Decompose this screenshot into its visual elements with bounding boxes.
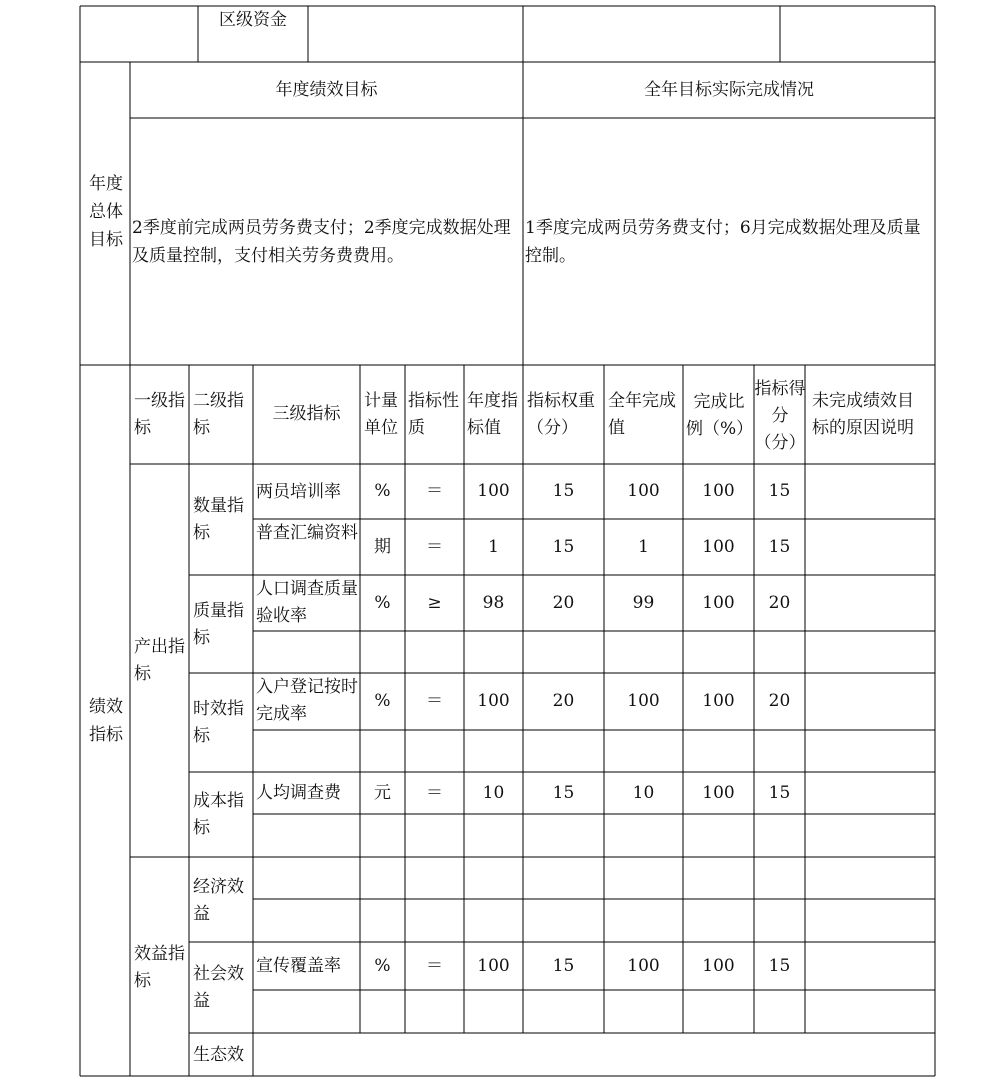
indicator-unit: % bbox=[374, 691, 391, 711]
indicator-target: 100 bbox=[477, 691, 510, 711]
header-level3: 三级指标 bbox=[272, 404, 341, 424]
indicator-score: 20 bbox=[768, 691, 791, 711]
indicator-unit: 元 bbox=[374, 782, 391, 803]
indicator-score: 15 bbox=[768, 536, 791, 557]
indicator-ratio: 100 bbox=[702, 955, 735, 976]
header-score: 指标得分（分） bbox=[754, 378, 806, 453]
indicator-unit: % bbox=[374, 481, 391, 501]
indicator-target: 100 bbox=[477, 955, 510, 976]
indicator-ratio: 100 bbox=[702, 691, 735, 711]
header-level2: 二级指标 bbox=[193, 391, 244, 438]
indicator-ratio: 100 bbox=[702, 536, 735, 557]
indicator-weight: 20 bbox=[552, 691, 575, 711]
indicator-weight: 15 bbox=[552, 481, 575, 501]
indicator-nature: ＝ bbox=[426, 691, 443, 711]
indicator-target: 10 bbox=[482, 782, 505, 803]
level2-social-label: 社会效益 bbox=[193, 964, 244, 1011]
indicator-name: 人均调查费 bbox=[256, 783, 341, 803]
indicator-score: 15 bbox=[768, 481, 791, 501]
level1-output-label: 产出指标 bbox=[134, 637, 185, 684]
indicator-name: 普查汇编资料 bbox=[256, 523, 358, 543]
indicator-weight: 20 bbox=[552, 592, 575, 613]
indicator-score: 20 bbox=[768, 592, 791, 613]
fund-source-label: 区级资金 bbox=[219, 10, 287, 30]
level1-benefit-label: 效益指标 bbox=[134, 944, 185, 991]
indicator-score: 15 bbox=[768, 955, 791, 976]
header-reason: 未完成绩效目标的原因说明 bbox=[812, 391, 914, 438]
header-actual: 全年完成值 bbox=[608, 391, 676, 438]
indicator-target: 1 bbox=[488, 536, 499, 557]
level2-quality-label: 质量指标 bbox=[193, 601, 244, 648]
level2-ecological-label: 生态效 bbox=[193, 1045, 244, 1065]
header-level1: 一级指标 bbox=[134, 391, 185, 438]
indicator-name: 人口调查质量验收率 bbox=[256, 579, 358, 626]
level2-cost-label: 成本指标 bbox=[193, 791, 244, 838]
indicator-nature: ＝ bbox=[426, 955, 443, 976]
indicator-unit: 期 bbox=[374, 536, 391, 557]
indicator-weight: 15 bbox=[552, 782, 575, 803]
indicator-target: 100 bbox=[477, 481, 510, 501]
indicator-nature: ＝ bbox=[426, 782, 443, 803]
indicator-actual: 100 bbox=[627, 691, 660, 711]
annual-goal-text: 2季度前完成两员劳务费支付；2季度完成数据处理及质量控制，支付相关劳务费费用。 bbox=[132, 218, 511, 266]
header-ratio: 完成比例（%） bbox=[686, 392, 754, 439]
indicator-nature: ≥ bbox=[427, 592, 442, 613]
indicator-actual: 100 bbox=[627, 481, 660, 501]
indicator-weight: 15 bbox=[552, 955, 575, 976]
indicator-name: 宣传覆盖率 bbox=[256, 956, 341, 976]
indicator-unit: % bbox=[374, 955, 391, 976]
actual-result-header: 全年目标实际完成情况 bbox=[644, 79, 814, 100]
header-weight: 指标权重（分） bbox=[527, 391, 595, 438]
indicator-unit: % bbox=[374, 592, 391, 613]
indicator-ratio: 100 bbox=[702, 481, 735, 501]
annual-goal-header: 年度绩效目标 bbox=[275, 79, 378, 100]
indicator-score: 15 bbox=[768, 782, 791, 803]
indicator-weight: 15 bbox=[552, 536, 575, 557]
indicator-actual: 1 bbox=[638, 536, 649, 557]
indicator-target: 98 bbox=[482, 592, 505, 613]
indicator-nature: ＝ bbox=[426, 481, 443, 501]
level2-quantity-label: 数量指标 bbox=[193, 496, 244, 543]
indicator-name: 入户登记按时完成率 bbox=[256, 677, 358, 724]
indicator-actual: 100 bbox=[627, 955, 660, 976]
indicator-actual: 99 bbox=[632, 592, 655, 613]
indicator-ratio: 100 bbox=[702, 782, 735, 803]
level2-timeliness-label: 时效指标 bbox=[193, 699, 244, 746]
indicator-ratio: 100 bbox=[702, 592, 735, 613]
performance-indicators-label: 绩效指标 bbox=[89, 697, 123, 745]
annual-goal-row-label: 年度总体目标 bbox=[89, 174, 123, 250]
header-nature: 指标性质 bbox=[408, 391, 459, 438]
indicator-actual: 10 bbox=[632, 782, 655, 803]
indicator-name: 两员培训率 bbox=[256, 482, 341, 502]
indicator-nature: ＝ bbox=[426, 536, 443, 557]
actual-result-text: 1季度完成两员劳务费支付；6月完成数据处理及质量控制。 bbox=[525, 218, 921, 266]
header-target: 年度指标值 bbox=[467, 391, 518, 438]
header-unit: 计量单位 bbox=[364, 391, 398, 438]
level2-economic-label: 经济效益 bbox=[193, 877, 244, 924]
